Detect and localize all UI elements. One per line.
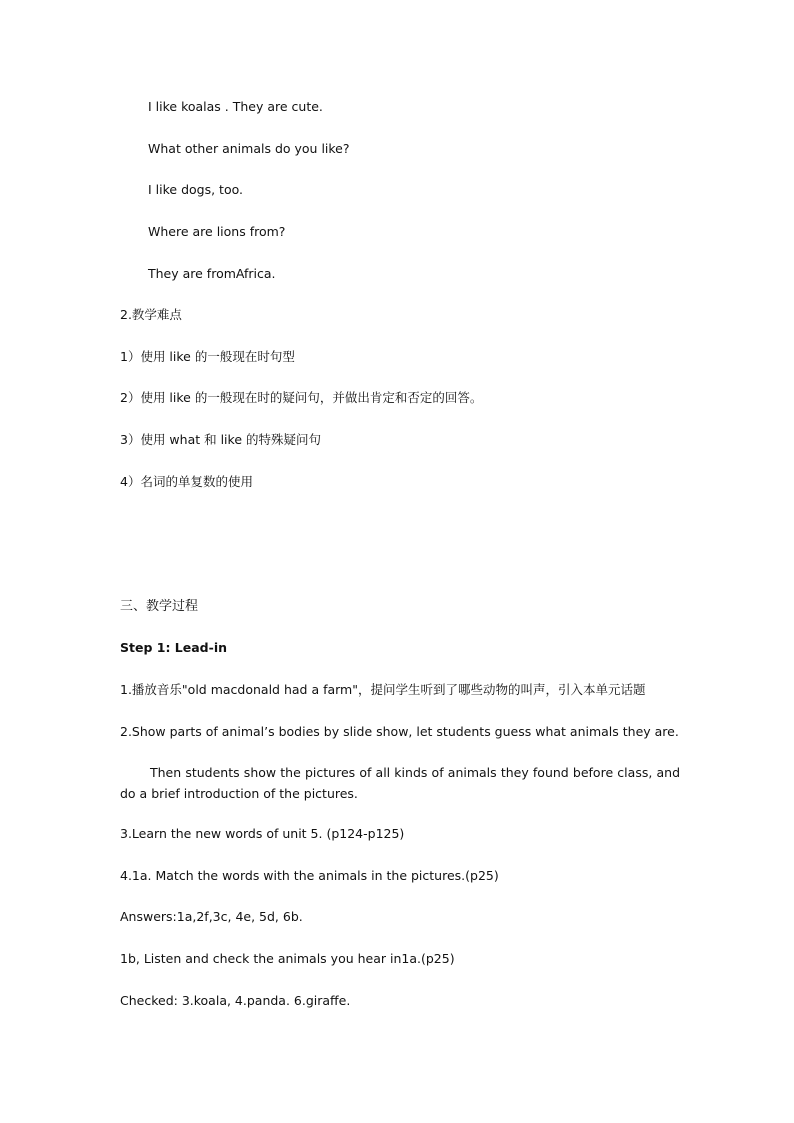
difficulty-item-4: 4）名词的单复数的使用 [120,474,253,489]
process-item-3: 3.Learn the new words of unit 5. (p124-p125) [120,826,405,841]
sentence-5: They are fromAfrica. [148,266,276,281]
difficulty-item-3: 3）使用 what 和 like 的特殊疑问句 [120,432,321,447]
sentence-3: I like dogs, too. [148,182,243,197]
sentence-4: Where are lions from? [148,224,286,239]
answers-line: Answers:1a,2f,3c, 4e, 5d, 6b. [120,909,303,924]
difficulties-heading: 2.教学难点 [120,307,182,322]
process-item-1: 1.播放音乐"old macdonald had a farm"，提问学生听到了哪些动物的叫声，引入本单元话题 [120,682,646,697]
listen-line: 1b, Listen and check the animals you hear in1a.(p25) [120,951,455,966]
difficulty-item-2: 2）使用 like 的一般现在时的疑问句，并做出肯定和否定的回答。 [120,390,483,405]
sentence-1: I like koalas . They are cute. [148,99,323,114]
process-item-2: 2.Show parts of animal’s bodies by slide show, let students guess what animals they are. [120,724,679,739]
process-item-2-continuation-text: Then students show the pictures of all kinds of animals they found before class, and do a brief introduction of the pictures. [120,765,680,801]
process-item-4: 4.1a. Match the words with the animals in the pictures.(p25) [120,868,499,883]
step1-title: Step 1: Lead-in [120,640,228,655]
difficulty-item-1: 1）使用 like 的一般现在时句型 [120,349,295,364]
process-heading: 三、教学过程 [120,599,199,614]
sentence-2: What other animals do you like? [148,141,350,156]
checked-line: Checked: 3.koala, 4.panda. 6.giraffe. [120,993,351,1008]
process-item-2-continuation [120,762,680,804]
